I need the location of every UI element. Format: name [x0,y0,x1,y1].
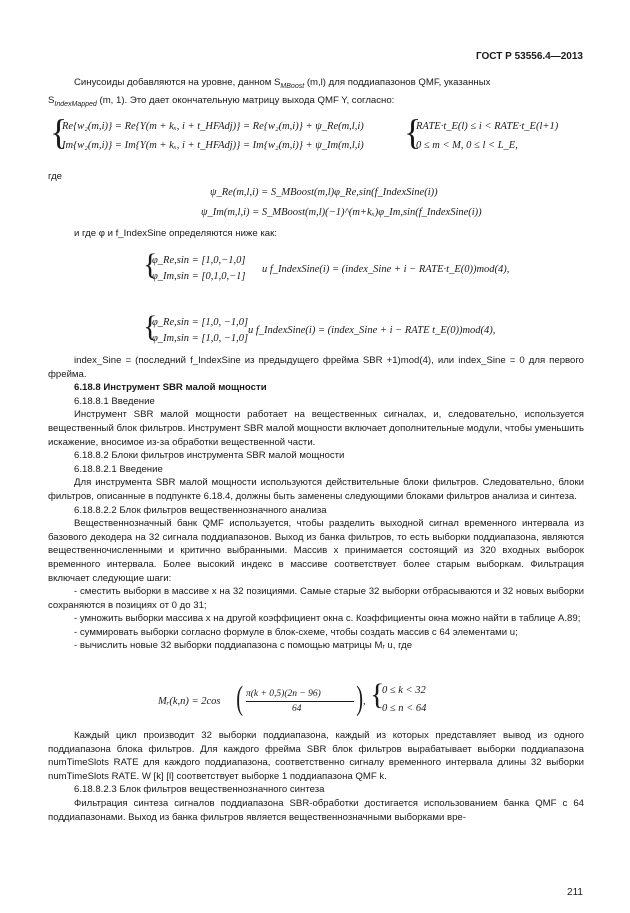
and-where-line: и где φ и f_IndexSine определяются ниже как: [74,228,277,239]
equation-6-cond-1: 0 ≤ k < 32 [382,685,426,696]
equation-3: ψ_Im(m,l,i) = S_MBoost(m,l)(−1)^(m+kₓ)φ_Im,sin(f_IndexSine(i)) [201,207,482,218]
equation-1-line-1: Re{w₂(m,i)} = Re{Y(m + kₓ, i + t_HFAdj)} = Re{w₂(m,i)} + ψ_Re(m,l,i) [62,121,364,132]
section-6-18-8-2-3: 6.18.8.2.3 Блок фильтров вещественнозначного синтеза [74,784,325,796]
section-6-18-8-1: 6.18.8.1 Введение [74,395,155,407]
equation-6-lhs: Mᵣ(k,n) = 2cos [158,696,221,707]
section-6-18-8-2-2: 6.18.8.2.2 Блок фильтров вещественнозначного анализа [74,504,327,516]
para-synthesis: Фильтрация синтеза сигналов поддиапазона SBR-обработки достигается использованием банка QMF с 64 поддиапазонами. Выход из банка фильтров является вещественнозначными выборками вре- [48,797,584,823]
eq6-brace: { [370,678,385,711]
eq4-brace: { [143,248,158,281]
right-brace: { [404,112,422,152]
section-6-18-8: 6.18.8 Инструмент SBR малой мощности [74,382,267,394]
equation-5-rhs: и f_IndexSine(i) = (index_Sine + i − RATE t_E(0))mod(4), [248,325,496,336]
equation-4-re: φ_Re,sin = [1,0,−1,0] [152,255,246,266]
step-3: - суммировать выборки согласно формуле в блок-схеме, чтобы создать массив с 64 элементами u; [74,626,518,638]
document-page: ГОСТ Р 53556.4—2013 Синусоиды добавляются на уровне, данном $S_{MBoost}$ (m,l) для поддиапазонов QMF, указанных $S_{IndexMapped}$ (m, 1). Это дает окончательную матрицу выхода QMF Y, согласно: { Re{w₂(m,i)} = Re{Y(m + kₓ, i + t_HFAdj)} = Re{w₂(m,i)} + ψ_Re(m,l,i) Im{w₂(m,i)} = Im{Y(m + kₓ, i + t_HFAdj)} = Im{w₂(m,i)} + ψ_Im(m,l,i) { RATE·t_E(l) ≤ i < RATE·t_E(l+1) 0 ≤ m < M, 0 ≤ l < L_E, где ψ_Re(m,l,i) = S_MBoost(m,l)φ_Re,sin(f_IndexSine(i)) ψ_Im(m,l,i) = S_MBoost(m,l)(−1)^(m+kₓ)φ_Im,sin(f_IndexSine(i)) и где φ и f_IndexSine определяются ниже как: { φ_Re,sin = [1,0,−1,0] φ_Im,sin = [0,1,0,−1] и f_IndexSine(i) = (index_Sine + i − RATE·t_E(0))mod(4), { φ_Re,sin = [1,0, −1,0] φ_Im,sin = [1,0, −1,0] и f_IndexSine(i) = (index_Sine + i − RATE t_E(0))mod(4), index_Sine = (последний f_IndexSine из предыдущего фрейма SBR +1)mod(4), или index_Sine = 0 для первого фрейма. 6.18.8 Инструмент SBR малой мощности 6.18.8.1 Введение Инструмент SBR малой мощности работает на вещественных сигналах, и, следовательно, используется вещественный блок фильтров. Инструмент SBR малой мощности включает дополнительные модули, чтобы уменьшить искажение, вносимое из-за обработки вещественной части. 6.18.8.2 Блоки фильтров инструмента SBR малой мощности 6.18.8.2.1 Введение Для инструмента SBR малой мощности используются действительные блоки фильтров. Следовательно, блоки фильтров, описанные в подпункте 6.18.4, должны быть заменены следующими блоками фильтров анализа и синтеза. 6.18.8.2.2 Блок фильтров вещественнозначного анализа Вещественнозначный банк QMF используется, чтобы разделить выходной сигнал временного интервала из базового декодера на 32 сигнала поддиапазонов. Выход из банка фильтров, то есть выборки поддиапазона, являются вещественночисленными и критично выбранными. Массив x принимается состоящий из 320 входных выборок временного интервала. Более высокий индекс в массиве соответствует более старым выборкам. Фильтрация включает следующие шаги: - сместить выборки в массиве x на 32 позициями. Самые старые 32 выборки отбрасываются и 32 новых выборки сохраняются в позициях от 0 до 31; - умножить выборки массива x на другой коэффициент окна c. Коэффициенты окна можно найти в таблице А.89; - суммировать выборки согласно формуле в блок-схеме, чтобы создать массив с 64 элементами u; - вычислить новые 32 выборки поддиапазона с помощью матрицы Mᵣ u, где Mᵣ(k,n) = 2cos ( π(k + 0,5)(2n − 96) 64 ) , { 0 ≤ k < 32 0 ≤ n < 64 Каждый цикл производит 32 выборки поддиапазона, каждый из которых представляет вывод из одного поддиапазона блока фильтров. Для каждого фрейма SBR блок фильтров вырабатывает выборки поддиапазона numTimeSlots RATE для каждого поддиапазона, соответственно сигналу временного интервала длины 32 выборки numTimeSlots RATE. W [k] [l] соответствует выборке 1 поддиапазона QMF k. 6.18.8.2.3 Блок фильтров вещественнозначного синтеза Фильтрация синтеза сигналов поддиапазона SBR-обработки достигается использованием банка QMF с 64 поддиапазонами. Выход из банка фильтров является вещественнозначными выборками вре- 211 [48,51,584,898]
equation-6-denominator: 64 [292,704,302,714]
eq5-brace: { [143,310,158,343]
equation-1-line-2: Im{w₂(m,i)} = Im{Y(m + kₓ, i + t_HFAdj)} = Im{w₂(m,i)} + ψ_Im(m,l,i) [62,140,364,151]
paren-left: ( [236,680,244,717]
index-definition: index_Sine = (последний f_IndexSine из предыдущего фрейма SBR +1)mod(4), или index_Sine = 0 для первого фрейма. [48,355,584,380]
equation-5-re: φ_Re,sin = [1,0, −1,0] [152,317,249,328]
equation-5-im: φ_Im,sin = [1,0, −1,0] [152,333,249,344]
page-number: 211 [567,887,583,898]
equation-2: ψ_Re(m,l,i) = S_MBoost(m,l)φ_Re,sin(f_IndexSine(i)) [210,187,438,198]
para-intro: Инструмент SBR малой мощности работает на вещественных сигналах, и, следовательно, используется вещественный блок фильтров. Инструмент SBR малой мощности включает дополнительные модули, чтобы уменьшить искажение, вносимое из-за обработки вещественной части. [48,409,584,448]
para-analysis: Вещественнозначный банк QMF используется, чтобы разделить выходной сигнал временного интервала из базового декодера на 32 сигнала поддиапазонов. Выход из банка фильтров, то есть выборки поддиапазона, являются вещественночисленными и критично выбранными. Массив x принимается состоящий из 320 входных выборок временного интервала. Более высокий индекс в массиве соответствует более старым выборкам. Фильтрация включает следующие шаги: [48,518,584,584]
equation-1-cond-1: RATE·t_E(l) ≤ i < RATE·t_E(l+1) [416,121,559,132]
equation-4-im: φ_Im,sin = [0,1,0,−1] [152,271,246,282]
para-sinusoids: Синусоиды добавляются на уровне, данном $S_{MBoost}$ (m,l) для поддиапазонов QMF, указанных $S_{IndexMapped}$ (m, 1). Это дает окончательную матрицу выхода QMF Y, согласно: [48,77,491,108]
paren-right: ) [356,680,364,717]
equation-6-cond-2: 0 ≤ n < 64 [382,703,427,714]
left-brace: { [50,112,68,152]
equation-1-cond-2: 0 ≤ m < M, 0 ≤ l < L_E, [416,140,518,151]
body-text [48,354,584,653]
para-filterbanks: Для инструмента SBR малой мощности используются действительные блоки фильтров. Следовательно, блоки фильтров, описанные в подпункте 6.18.4, должны быть заменены следующими блоками фильтров анализа и синтеза. [48,477,584,502]
para-cycle: Каждый цикл производит 32 выборки поддиапазона, каждый из которых представляет вывод из одного поддиапазона блока фильтров. Для каждого фрейма SBR блок фильтров вырабатывает выборки поддиапазона numTimeSlots RATE для каждого поддиапазона, соответственно сигналу временного интервала длины 32 выборки numTimeSlots RATE. W [k] [l] соответствует выборке 1 поддиапазона QMF k. [48,730,584,782]
equation-6-numerator: π(k + 0,5)(2n − 96) [246,689,321,699]
equation-4-rhs: и f_IndexSine(i) = (index_Sine + i − RATE·t_E(0))mod(4), [262,264,510,275]
step-2: - умножить выборки массива x на другой коэффициент окна c. Коэффициенты окна можно найти в таблице А.89; [74,613,581,625]
step-1: - сместить выборки в массиве x на 32 позициями. Самые старые 32 выборки отбрасываются и 32 новых выборки сохраняются в позициях от 0 до 31; [48,586,584,611]
where-label: где [48,171,63,182]
section-6-18-8-2-1: 6.18.8.2.1 Введение [74,463,163,475]
step-4: - вычислить новые 32 выборки поддиапазона с помощью матрицы Mᵣ u, где [74,640,413,652]
running-header: ГОСТ Р 53556.4—2013 [475,51,583,62]
body-text-2 [48,729,584,824]
section-6-18-8-2: 6.18.8.2 Блоки фильтров инструмента SBR малой мощности [74,450,345,462]
